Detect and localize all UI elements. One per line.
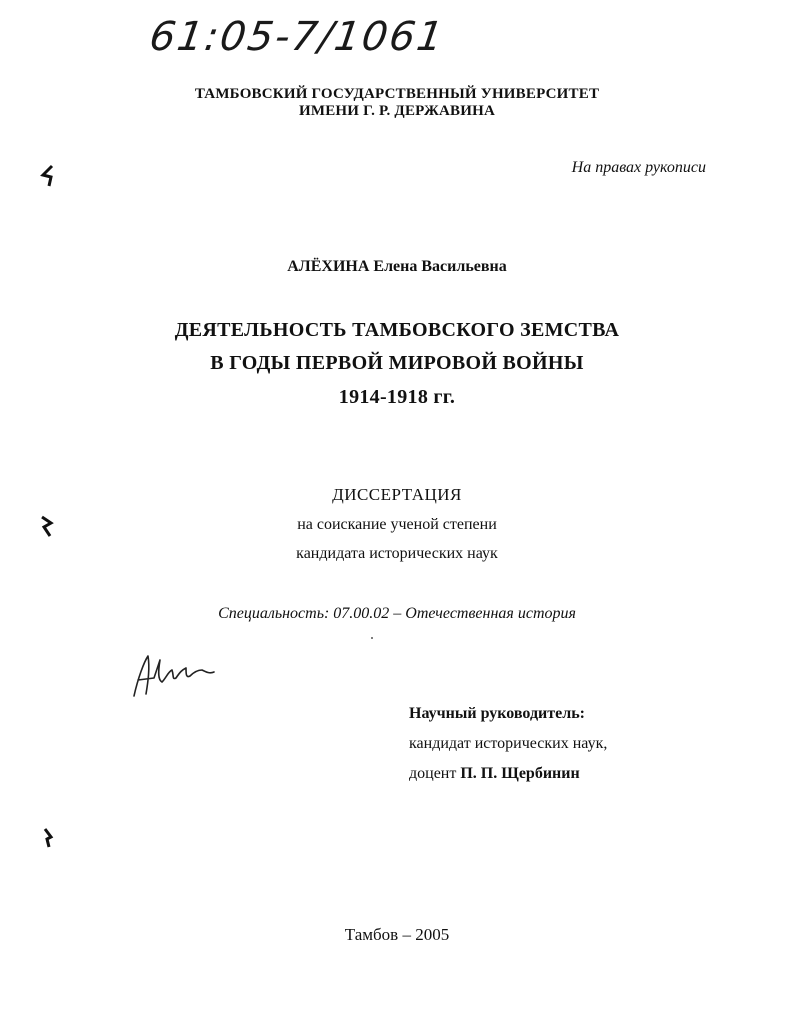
signature-icon: [128, 648, 218, 702]
author-name: [0, 258, 794, 276]
supervisor-name: П. П. Щербинин: [460, 765, 580, 782]
degree-purpose-line1: на соискание ученой степени: [297, 516, 497, 533]
supervisor-label: Научный руководитель:: [409, 705, 585, 722]
supervisor-degree: кандидат исторических наук,: [409, 735, 608, 752]
supervisor-rank: доцент: [409, 765, 457, 782]
place-and-year: Тамбов – 2005: [344, 925, 450, 944]
author-surname: АЛЁХИНА: [287, 258, 370, 275]
dissertation-title-line2: В ГОДЫ ПЕРВОЙ МИРОВОЙ ВОЙНЫ: [210, 352, 584, 374]
dissertation-title-line1: ДЕЯТЕЛЬНОСТЬ ТАМБОВСКОГО ЗЕМСТВА: [174, 319, 620, 341]
document-type-heading: ДИССЕРТАЦИЯ: [332, 485, 462, 504]
author-given-names: Елена Васильевна: [373, 258, 507, 275]
university-name-line2: ИМЕНИ Г. Р. ДЕРЖАВИНА: [298, 103, 496, 119]
margin-mark-icon: [42, 827, 54, 849]
margin-mark-icon: [40, 164, 54, 188]
degree-purpose-line2: кандидата исторических наук: [296, 545, 498, 562]
scan-speck: [371, 637, 373, 639]
dissertation-title-years: 1914-1918 гг.: [338, 386, 456, 408]
speciality-line: Специальность: 07.00.02 – Отечественная история: [218, 605, 576, 622]
supervisor-rank-name: [409, 765, 580, 783]
archive-code-handwritten: 61:05-7/1061: [146, 14, 448, 60]
rights-note: На правах рукописи: [571, 159, 706, 176]
university-name-line1: ТАМБОВСКИЙ ГОСУДАРСТВЕННЫЙ УНИВЕРСИТЕТ: [194, 86, 600, 102]
